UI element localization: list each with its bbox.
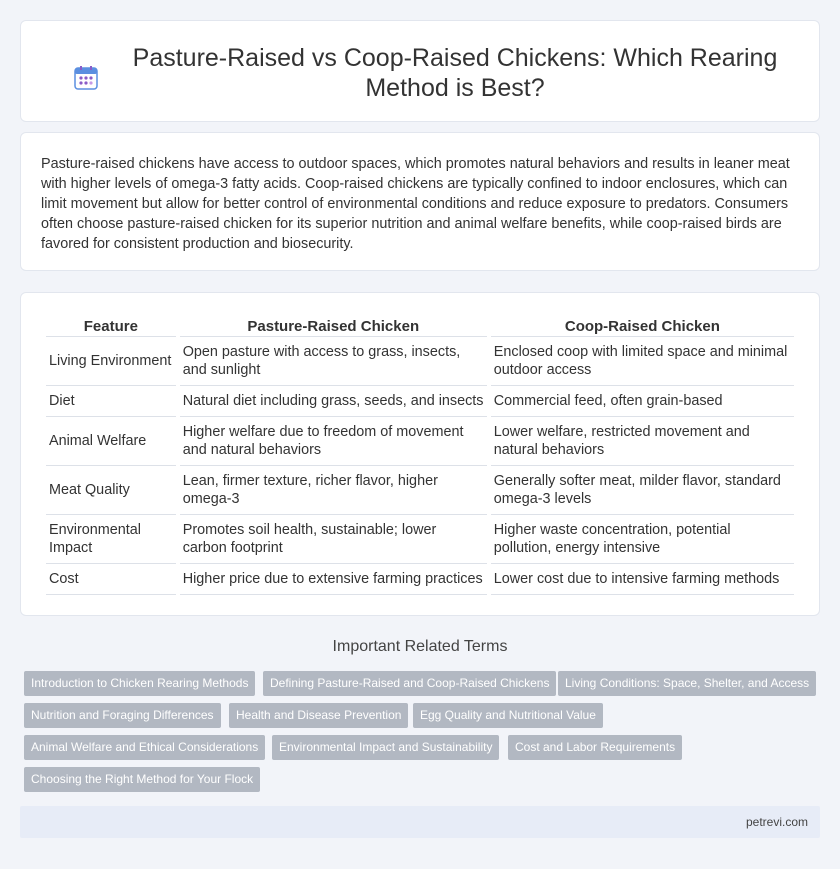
feature-cell: Meat Quality [46, 466, 176, 515]
table-row [46, 386, 794, 417]
intro-card [20, 132, 820, 271]
title-card [20, 20, 820, 122]
related-tag[interactable]: Choosing the Right Method for Your Flock [24, 767, 260, 792]
feature-cell: Living Environment [46, 337, 176, 386]
related-terms-heading: Important Related Terms [332, 638, 508, 655]
related-tag[interactable]: Introduction to Chicken Rearing Methods [24, 671, 255, 696]
pasture-cell: Open pasture with access to grass, insects, and sunlight [180, 337, 487, 386]
table-row [46, 337, 794, 386]
coop-cell: Lower welfare, restricted movement and natural behaviors [491, 417, 794, 466]
pasture-cell: Natural diet including grass, seeds, and insects [180, 386, 487, 417]
pasture-cell: Higher price due to extensive farming practices [180, 564, 487, 595]
calendar-grid-icon [73, 65, 101, 93]
pasture-cell: Lean, firmer texture, richer flavor, higher omega-3 [180, 466, 487, 515]
related-tag[interactable]: Environmental Impact and Sustainability [272, 735, 499, 760]
coop-cell: Lower cost due to intensive farming methods [491, 564, 794, 595]
comparison-table [42, 313, 798, 595]
header-feature: Feature [46, 313, 176, 337]
related-tag[interactable]: Health and Disease Prevention [229, 703, 408, 728]
related-tag[interactable]: Cost and Labor Requirements [508, 735, 682, 760]
coop-cell: Generally softer meat, milder flavor, standard omega-3 levels [491, 466, 794, 515]
related-tag[interactable]: Defining Pasture-Raised and Coop-Raised Chickens [263, 671, 556, 696]
page-title: Pasture-Raised vs Coop-Raised Chickens: Which Rearing Method is Best? [132, 44, 778, 102]
table-row [46, 515, 794, 564]
coop-cell: Commercial feed, often grain-based [491, 386, 794, 417]
intro-paragraph: Pasture-raised chickens have access to outdoor spaces, which promotes natural behaviors and results in leaner meat with higher levels of omega-3 fatty acids. Coop-raised chickens are typically confined to indoor enclosures, which can limit movement but allow for better control of environmental conditions and reduce exposure to predators. Consumers often choose pasture-raised chicken for its superior nutrition and animal welfare benefits, while coop-raised birds are favored for consistent production and biosecurity. [41, 156, 790, 252]
table-header-row [46, 313, 794, 337]
table-row [46, 564, 794, 595]
related-tag[interactable]: Animal Welfare and Ethical Considerations [24, 735, 265, 760]
pasture-cell: Promotes soil health, sustainable; lower carbon footprint [180, 515, 487, 564]
related-tag[interactable]: Living Conditions: Space, Shelter, and Access [558, 671, 816, 696]
related-tag[interactable]: Nutrition and Foraging Differences [24, 703, 221, 728]
footer [20, 806, 820, 838]
comparison-table-card [20, 292, 820, 616]
feature-cell: Environmental Impact [46, 515, 176, 564]
feature-cell: Cost [46, 564, 176, 595]
feature-cell: Animal Welfare [46, 417, 176, 466]
footer-site-link[interactable]: petrevi.com [745, 815, 808, 829]
table-row [46, 417, 794, 466]
related-tag[interactable]: Egg Quality and Nutritional Value [413, 703, 603, 728]
header-coop-raised: Coop-Raised Chicken [491, 313, 794, 337]
header-pasture-raised: Pasture-Raised Chicken [180, 313, 487, 337]
table-row [46, 466, 794, 515]
coop-cell: Enclosed coop with limited space and minimal outdoor access [491, 337, 794, 386]
coop-cell: Higher waste concentration, potential pollution, energy intensive [491, 515, 794, 564]
feature-cell: Diet [46, 386, 176, 417]
pasture-cell: Higher welfare due to freedom of movement and natural behaviors [180, 417, 487, 466]
